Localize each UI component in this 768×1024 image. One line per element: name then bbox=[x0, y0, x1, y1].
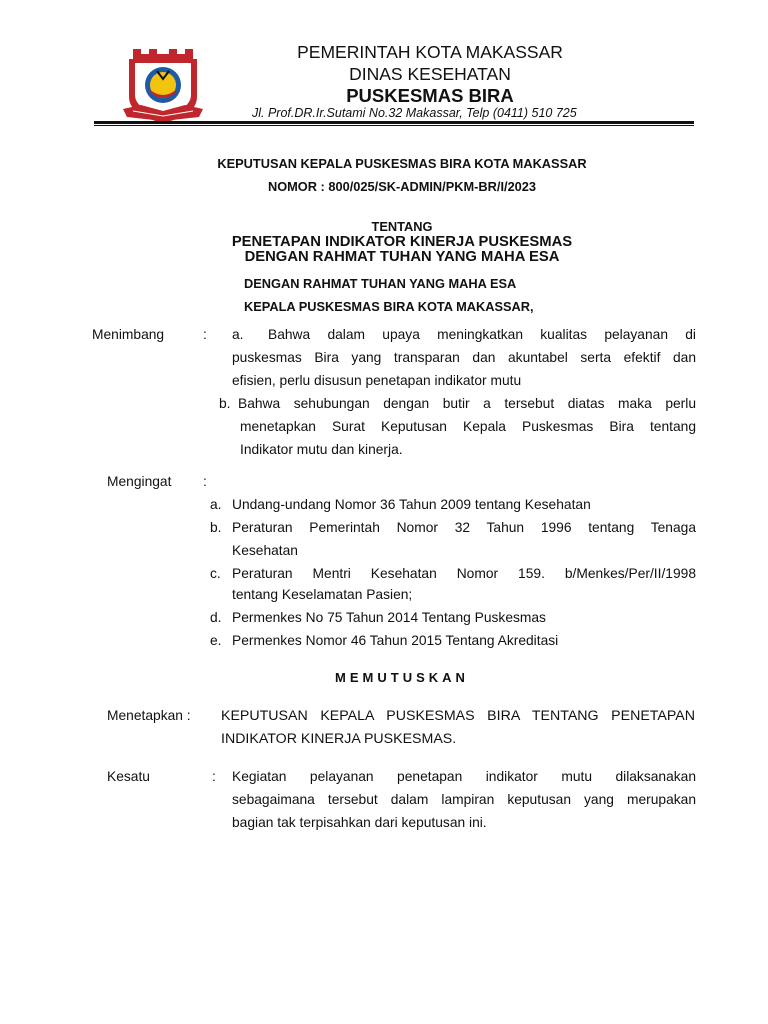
mengingat-b-line2: Kesehatan bbox=[232, 543, 298, 558]
mengingat-a-marker: a. bbox=[210, 497, 222, 512]
blessing-line: DENGAN RAHMAT TUHAN YANG MAHA ESA bbox=[244, 276, 517, 291]
menimbang-a-line2: puskesmas Bira yang transparan dan akuntabel serta efektif dan bbox=[232, 350, 696, 365]
header-department: DINAS KESEHATAN bbox=[349, 64, 511, 84]
menimbang-b-marker: b. bbox=[219, 396, 231, 411]
mengingat-b-marker: b. bbox=[210, 520, 222, 535]
menetapkan-label: Menetapkan : bbox=[107, 708, 191, 723]
kesatu-line3: bagian tak terpisahkan dari keputusan ini. bbox=[232, 815, 487, 830]
menimbang-b-line2: menetapkan Surat Keputusan Kepala Puskesmas Bira tentang bbox=[240, 419, 696, 434]
header-institution: PUSKESMAS BIRA bbox=[346, 85, 514, 106]
city-emblem-logo bbox=[119, 45, 207, 127]
menimbang-a-marker: a. bbox=[232, 327, 244, 342]
mengingat-e-marker: e. bbox=[210, 633, 222, 648]
mengingat-c-marker: c. bbox=[210, 566, 221, 581]
menimbang-b-line1: Bahwa sehubungan dengan butir a tersebut diatas maka perlu bbox=[238, 396, 696, 411]
mengingat-c-line2: tentang Keselamatan Pasien; bbox=[232, 587, 413, 602]
menimbang-label: Menimbang bbox=[92, 327, 165, 342]
header-address: Jl. Prof.DR.Ir.Sutami No.32 Makassar, Telp (0411) 510 725 bbox=[252, 106, 577, 120]
mengingat-c-line1: Peraturan Mentri Kesehatan Nomor 159. b/Menkes/Per/II/1998 bbox=[232, 566, 696, 581]
menetapkan-line1: KEPUTUSAN KEPALA PUSKESMAS BIRA TENTANG PENETAPAN bbox=[221, 708, 695, 724]
mengingat-d-text: Permenkes No 75 Tahun 2014 Tentang Puskesmas bbox=[232, 610, 546, 625]
letterhead-rule bbox=[94, 121, 694, 124]
menimbang-a-line3: efisien, perlu disusun penetapan indikator mutu bbox=[232, 373, 522, 388]
kesatu-label: Kesatu bbox=[107, 769, 150, 784]
menetapkan-line2: INDIKATOR KINERJA PUSKESMAS. bbox=[221, 731, 457, 747]
head-of-puskesmas: KEPALA PUSKESMAS BIRA KOTA MAKASSAR, bbox=[244, 299, 534, 314]
mengingat-e-text: Permenkes Nomor 46 Tahun 2015 Tentang Akreditasi bbox=[232, 633, 559, 648]
header-government: PEMERINTAH KOTA MAKASSAR bbox=[297, 42, 563, 62]
decree-number: NOMOR : 800/025/SK-ADMIN/PKM-BR/I/2023 bbox=[267, 179, 537, 194]
subject-line-2: DENGAN RAHMAT TUHAN YANG MAHA ESA bbox=[244, 249, 560, 265]
mengingat-a-text: Undang-undang Nomor 36 Tahun 2009 tentang Kesehatan bbox=[232, 497, 591, 512]
memutuskan-heading: MEMUTUSKAN bbox=[335, 670, 469, 685]
kesatu-colon: : bbox=[212, 769, 216, 784]
mengingat-d-marker: d. bbox=[210, 610, 222, 625]
kesatu-line2: sebagaimana tersebut dalam lampiran keputusan yang merupakan bbox=[232, 792, 696, 807]
subject-line-1: PENETAPAN INDIKATOR KINERJA PUSKESMAS bbox=[231, 234, 573, 250]
menimbang-a-line1: Bahwa dalam upaya meningkatkan kualitas pelayanan di bbox=[268, 327, 696, 342]
menimbang-b-line3: Indikator mutu dan kinerja. bbox=[240, 442, 403, 457]
mengingat-label: Mengingat bbox=[107, 474, 172, 489]
kesatu-line1: Kegiatan pelayanan penetapan indikator mutu dilaksanakan bbox=[232, 769, 696, 784]
about-heading: TENTANG bbox=[371, 219, 433, 234]
decree-title: KEPUTUSAN KEPALA PUSKESMAS BIRA KOTA MAKASSAR bbox=[217, 156, 587, 171]
menimbang-colon: : bbox=[203, 327, 207, 342]
mengingat-b-line1: Peraturan Pemerintah Nomor 32 Tahun 1996 tentang Tenaga bbox=[232, 520, 696, 535]
letterhead-rule-thin bbox=[94, 125, 694, 126]
mengingat-colon: : bbox=[203, 474, 207, 489]
